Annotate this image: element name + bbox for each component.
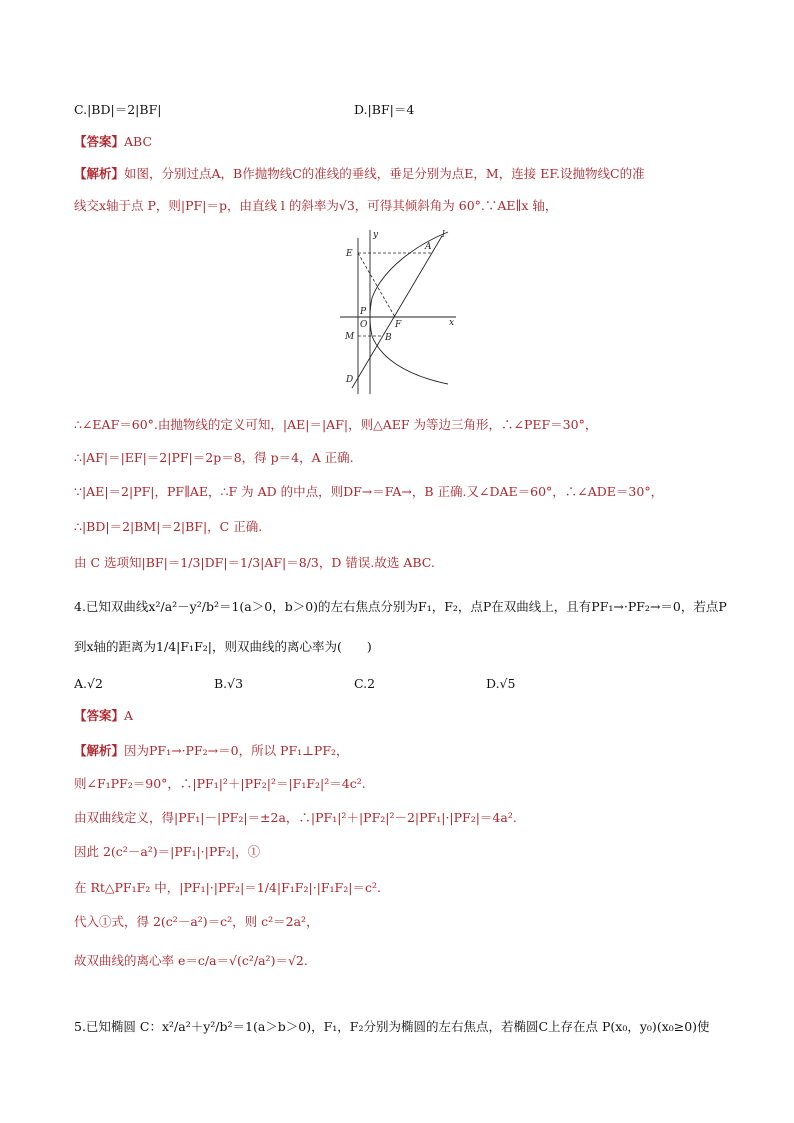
answer-value: A	[124, 708, 134, 723]
label-p: P	[360, 307, 367, 317]
q4-analysis-line-7: 故双曲线的离心率 e＝c/a＝√(c²/a²)＝√2.	[74, 953, 308, 968]
q3-option-d: D.|BF|＝4	[354, 102, 415, 117]
q4-stem-line-1: 4.已知双曲线x²/a²－y²/b²＝1(a＞0，b＞0)的左右焦点分别为F₁，F₂，点P在双曲线上，且有PF₁→·PF₂→＝0，若点P	[74, 599, 727, 614]
q4-analysis-line-6: 代入①式，得 2(c²－a²)＝c²，则 c²＝2a²，	[74, 914, 319, 929]
analysis-text: 因为PF₁→·PF₂→＝0，所以 PF₁⊥PF₂，	[124, 743, 349, 758]
parabola-curve	[370, 232, 448, 384]
q3-answer-line	[74, 133, 720, 151]
parabola-figure	[338, 228, 458, 396]
q4-option-c: C.2	[354, 676, 376, 691]
q3-analysis-line-7: 由 C 选项知|BF|＝1/3|DF|＝1/3|AF|＝8/3，D 错误.故选 ABC.	[74, 555, 435, 570]
analysis-tag: 【解析】	[74, 743, 125, 758]
q4-option-d: D.√5	[486, 676, 516, 691]
q4-analysis-line-2: 则∠F₁PF₂＝90°，∴|PF₁|²＋|PF₂|²＝|F₁F₂|²＝4c².	[74, 776, 366, 791]
q4-answer-line	[74, 707, 720, 725]
q4-stem-line-2: 到x轴的距离为1/4|F₁F₂|，则双曲线的离心率为( )	[74, 639, 372, 654]
label-m: M	[345, 332, 355, 342]
analysis-tag: 【解析】	[74, 166, 125, 181]
label-d: D	[346, 375, 354, 385]
q3-analysis-line-3: ∴∠EAF＝60°.由抛物线的定义可知，|AE|＝|AF|，则△AEF 为等边三角形，∴∠PEF＝30°，	[74, 417, 598, 432]
answer-tag: 【答案】	[74, 134, 125, 149]
label-e: E	[346, 249, 353, 259]
q3-analysis-line-6: ∴|BD|＝2|BM|＝2|BF|，C 正确.	[74, 519, 263, 534]
analysis-text: 如图，分别过点A，B作抛物线C的准线的垂线，垂足分别为点E，M，连接 EF.设抛物线C的准	[124, 166, 645, 181]
label-a: A	[425, 242, 432, 252]
answer-value: ABC	[124, 134, 153, 149]
label-f: F	[395, 320, 402, 330]
label-o: O	[360, 320, 368, 330]
q3-option-c: C.|BD|＝2|BF|	[74, 102, 162, 117]
q3-analysis-line-5: ∵|AE|＝2|PF|，PF∥AE，∴F 为 AD 的中点，则DF→＝FA→，B 正确.又∠DAE＝60°，∴∠ADE＝30°，	[74, 484, 664, 499]
q3-analysis-line-1	[74, 165, 720, 183]
label-y: y	[373, 230, 379, 240]
answer-tag: 【答案】	[74, 708, 125, 723]
q4-analysis-line-3: 由双曲线定义，得|PF₁|－|PF₂|＝±2a，∴|PF₁|²＋|PF₂|²－2|PF₁|·|PF₂|＝4a².	[74, 810, 517, 825]
q4-analysis-line-1	[74, 742, 720, 760]
q4-analysis-line-4: 因此 2(c²－a²)＝|PF₁|·|PF₂|，①	[74, 844, 261, 859]
label-x: x	[449, 318, 455, 328]
label-b: B	[385, 333, 392, 343]
q3-analysis-line-4: ∴|AF|＝|EF|＝2|PF|＝2p＝8，得 p＝4，A 正确.	[74, 450, 354, 465]
label-l: l	[442, 230, 445, 240]
q4-option-b: B.√3	[214, 676, 244, 691]
q3-analysis-line-2: 线交x轴于点 P，则|PF|＝p，由直线 l 的斜率为√3，可得其倾斜角为 60°.∵AE∥x 轴，	[74, 198, 558, 213]
q4-option-a: A.√2	[74, 676, 103, 691]
q4-analysis-line-5: 在 Rt△PF₁F₂ 中，|PF₁|·|PF₂|＝1/4|F₁F₂|·|F₁F₂|＝c².	[74, 880, 381, 895]
q5-stem-line-1: 5.已知椭圆 C：x²/a²＋y²/b²＝1(a＞b＞0)，F₁，F₂分别为椭圆的左右焦点，若椭圆C上存在点 P(x₀，y₀)(x₀≥0)使	[74, 1019, 710, 1034]
